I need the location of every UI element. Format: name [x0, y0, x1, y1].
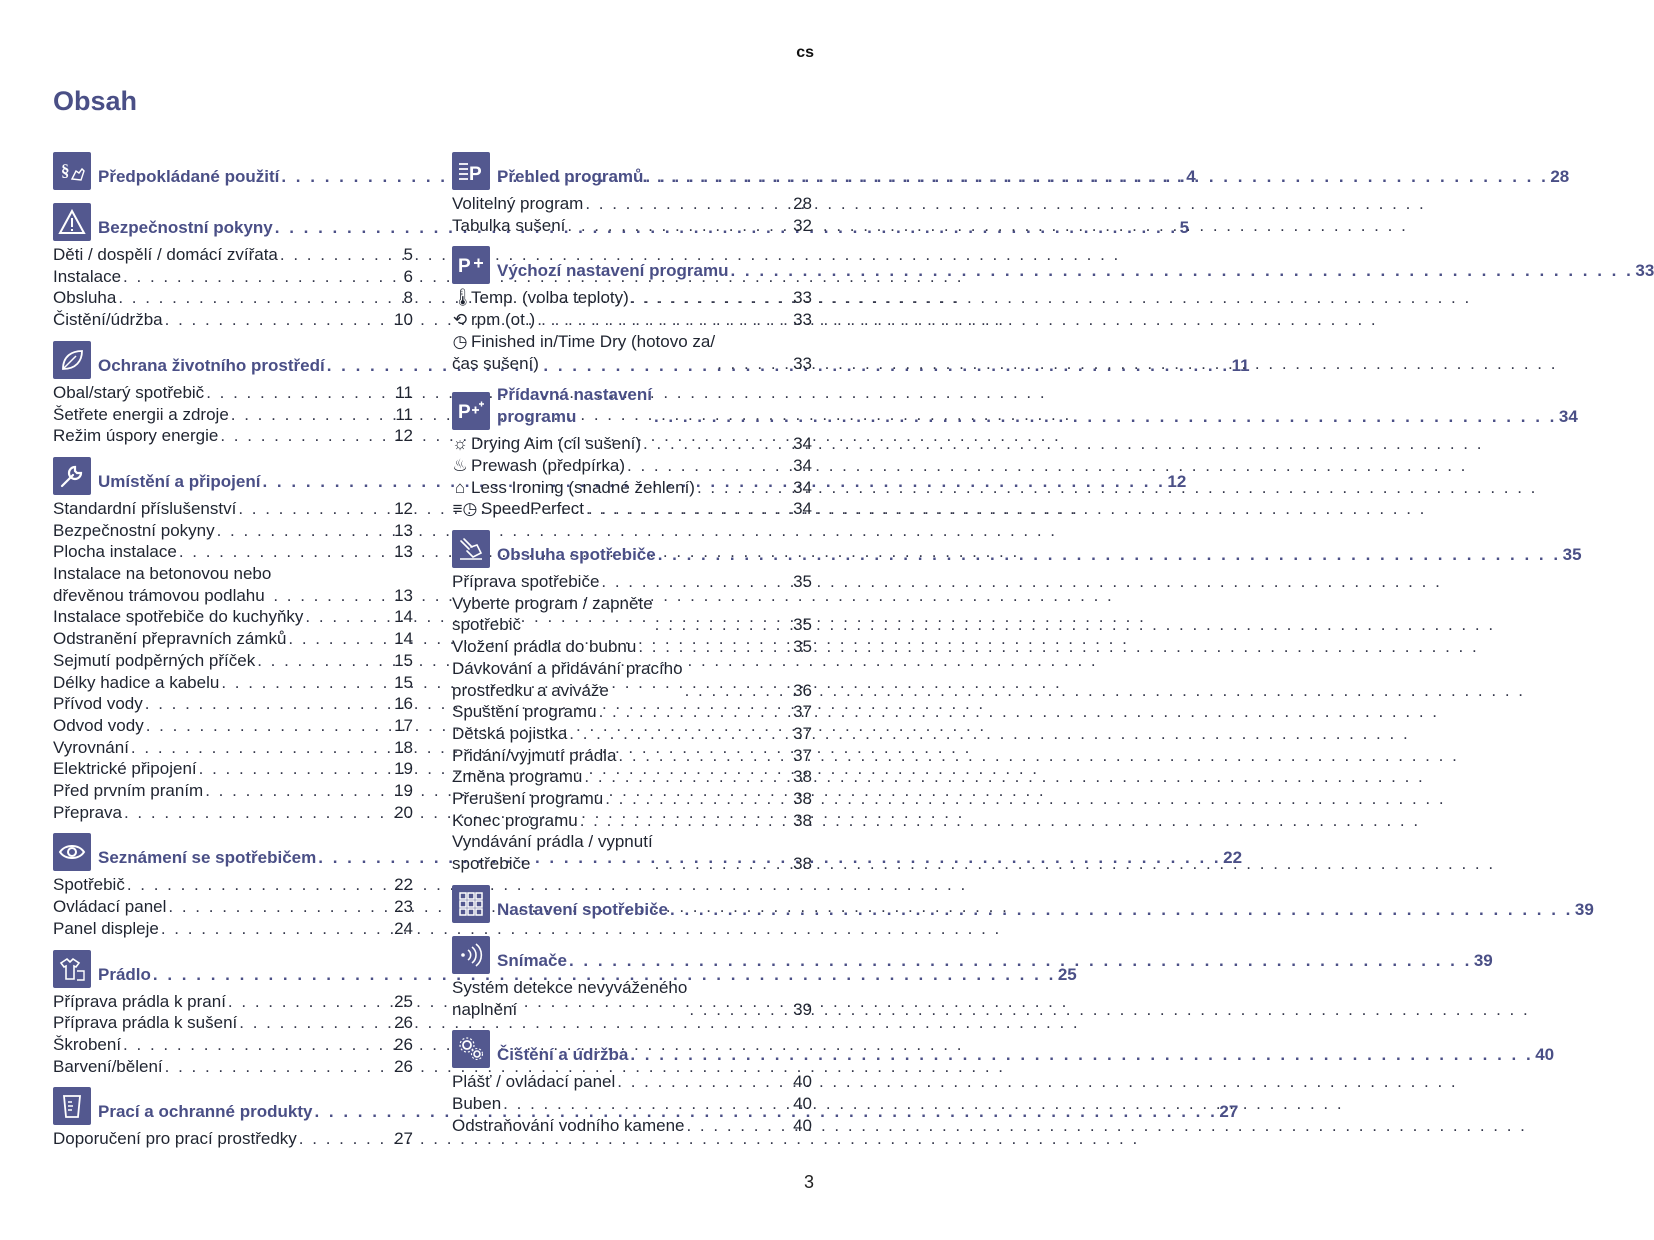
toc-entry[interactable] [53, 498, 413, 520]
entry-page: 16 [394, 694, 413, 714]
toc-entry[interactable] [53, 404, 413, 426]
entry-title: Plocha instalace [53, 542, 177, 562]
entry-page: 13 [394, 542, 413, 562]
toc-section-cleaning[interactable] [452, 1030, 1555, 1068]
toc-entry[interactable] [53, 382, 413, 404]
program-plus-plus-icon [452, 392, 490, 430]
entry-page: 35 [793, 615, 812, 635]
entry-page: 37 [793, 745, 812, 765]
toc-entry[interactable] [53, 541, 413, 563]
toc-entry[interactable] [452, 215, 812, 237]
entry-title: Spotřebič [53, 875, 125, 895]
section-title: Nastavení spotřebiče [497, 899, 669, 919]
wrench-icon [53, 457, 91, 495]
toc-entry[interactable] [53, 672, 413, 694]
toc-entry[interactable] [53, 309, 413, 331]
section-page: 22 [1223, 848, 1243, 868]
section-title-line1: Přídavná nastavení [497, 385, 652, 405]
entry-page: 35 [793, 572, 812, 592]
section-title: Přehled programů [497, 167, 644, 186]
entry-title: Doporučení pro prací prostředky [53, 1129, 297, 1149]
entry-title: Příprava prádla k praní [53, 991, 226, 1011]
section-title: Předpokládané použití [98, 167, 280, 186]
entry-title: rpm (ot.) [471, 310, 536, 330]
entry-page: 20 [394, 802, 413, 822]
section-page: 4 [1186, 167, 1196, 186]
entry-title: Přidání/vyjmutí prádla [452, 745, 617, 765]
entry-page: 11 [395, 404, 413, 424]
entry-title: Přeprava [53, 802, 122, 822]
hand-pressing-icon [452, 530, 490, 568]
entry-page: 10 [394, 310, 413, 330]
entry-title: Obal/starý spotřebič [53, 382, 205, 402]
entry-page: 40 [793, 1072, 812, 1092]
toc-entry[interactable] [452, 745, 812, 767]
toc-entry[interactable] [53, 266, 413, 288]
entry-title-line1: Vyberte program / zapněte [452, 593, 653, 613]
toc-section-default-settings[interactable] [452, 246, 1654, 284]
svg-text:P: P [458, 256, 471, 278]
entry-page: 40 [793, 1115, 812, 1135]
toc-entry[interactable] [53, 874, 413, 896]
entry-page: 26 [394, 1056, 413, 1076]
thermometer-icon: 🌡 [452, 288, 474, 308]
entry-page: 34 [793, 477, 812, 497]
toc-entry[interactable] [452, 831, 812, 874]
section-page: 12 [1167, 471, 1187, 491]
toc-entry[interactable] [53, 802, 413, 824]
entry-title: Děti / dospělí / domácí zvířata [53, 245, 278, 264]
laundry-shirt-icon [53, 950, 91, 988]
speed-clock-icon: ≡◷ [452, 499, 478, 519]
entry-title: Buben [452, 1093, 502, 1113]
toc-entry[interactable] [452, 977, 812, 1020]
entry-page: 28 [793, 194, 812, 213]
entry-title-line2: dřevěnou trámovou podlahu [53, 585, 265, 605]
section-page: 39 [1574, 899, 1594, 919]
iron-icon: ⌂ [454, 477, 466, 497]
entry-page: 14 [394, 629, 413, 649]
toc-entry[interactable] [452, 498, 812, 520]
entry-page: 36 [793, 680, 812, 700]
entry-title: Odvod vody [53, 715, 144, 735]
entry-title-line2: spotřebič [452, 615, 521, 635]
section-page: 34 [1558, 407, 1578, 427]
section-page: 27 [1219, 1102, 1239, 1122]
toc-entry[interactable] [53, 715, 413, 737]
toc-entry[interactable] [452, 287, 812, 309]
entry-page: 5 [403, 245, 413, 264]
svg-text:P: P [469, 164, 482, 185]
entry-title: Drying Aim (cíl sušení) [471, 434, 642, 454]
svg-text:§: § [61, 161, 70, 180]
toc-entry[interactable] [452, 593, 812, 636]
spin-icon: ⟲ [452, 310, 468, 330]
entry-title: Prewash (předpírka) [471, 455, 626, 475]
entry-title: Konec programu [452, 810, 578, 830]
entry-title: Čistění/údržba [53, 310, 163, 330]
svg-text:P: P [458, 402, 471, 424]
entry-title-line1: Instalace na betonovou nebo [53, 564, 272, 584]
section-page: 11 [1231, 355, 1250, 375]
section-page: 39 [1473, 950, 1493, 970]
section-title: Prádlo [98, 964, 151, 984]
sun-icon: ☼ [452, 434, 468, 454]
toc-entry[interactable] [452, 1115, 812, 1137]
entry-title: Škrobení [53, 1034, 122, 1054]
entry-page: 32 [793, 215, 812, 235]
entry-page: 33 [793, 310, 812, 330]
entry-title: Příprava prádla k sušení [53, 1013, 238, 1033]
entry-title: Vyrovnání [53, 737, 129, 757]
entry-title: Dětská pojistka [452, 723, 568, 743]
entry-title: Volitelný program [452, 194, 584, 213]
toc-entry[interactable] [452, 1093, 812, 1115]
entry-title-line2: spotřebiče [452, 854, 531, 874]
entry-title-line1: Finished in/Time Dry (hotovo za/ [471, 331, 716, 351]
toc-entry[interactable] [452, 433, 812, 455]
toc-entry[interactable] [452, 658, 812, 701]
toc-entry[interactable] [53, 1012, 413, 1034]
entry-title: Tabulka sušení [452, 215, 566, 235]
entry-title: Délky hadice a kabelu [53, 672, 220, 692]
entry-title: Bezpečnostní pokyny [53, 520, 215, 540]
gears-sparkle-icon [452, 1030, 490, 1068]
clock-icon: ◷ [452, 331, 468, 351]
entry-page: 13 [394, 585, 413, 605]
entry-title: Odstranění přepravních zámků [53, 629, 287, 649]
page-number: 3 [803, 1172, 814, 1192]
toc-entry[interactable] [452, 701, 812, 723]
toc-entry[interactable] [53, 425, 413, 447]
entry-page: 19 [394, 781, 413, 801]
entry-page: 38 [793, 767, 812, 787]
entry-title: Režim úspory energie [53, 426, 219, 446]
entry-title: Ovládací panel [53, 897, 167, 917]
program-list-icon [452, 152, 490, 190]
entry-page: 14 [394, 607, 413, 627]
entry-title: Barvení/bělení [53, 1056, 163, 1076]
entry-page: 34 [793, 455, 812, 475]
toc-entry[interactable] [452, 455, 812, 477]
entry-page: 34 [793, 434, 812, 454]
section-title: Výchozí nastavení programu [497, 261, 729, 281]
entry-page: 39 [793, 999, 812, 1019]
entry-page: 15 [394, 650, 413, 670]
entry-page: 19 [394, 759, 413, 779]
entry-page: 26 [394, 1034, 413, 1054]
entry-title: Elektrické připojení [53, 759, 197, 779]
entry-title: Obsluha [53, 288, 117, 308]
entry-page: 24 [394, 918, 413, 938]
toc-entry[interactable] [452, 331, 812, 374]
section-title: Umístění a připojení [98, 471, 261, 491]
toc-entry[interactable] [452, 788, 812, 810]
entry-title: Před prvním praním [53, 781, 204, 801]
toc-entry[interactable] [452, 810, 812, 832]
toc-section-program-overview[interactable] [452, 152, 1570, 190]
section-page: 33 [1635, 261, 1654, 281]
toc-entry[interactable] [452, 477, 812, 499]
entry-page: 34 [793, 499, 812, 519]
entry-title: Instalace spotřebiče do kuchyňky [53, 607, 304, 627]
entry-page: 25 [394, 991, 413, 1011]
entry-title-line1: Dávkování a přidávání pracího [452, 658, 683, 678]
warning-triangle-icon [53, 203, 91, 241]
toc-entry[interactable] [53, 896, 413, 918]
entry-page: 8 [403, 288, 413, 308]
entry-title-line2: čas sušení) [452, 353, 539, 373]
entry-title: Temp. (volba teploty) [471, 288, 629, 308]
toc-entry[interactable] [53, 287, 413, 309]
entry-title: Panel displeje [53, 918, 159, 938]
section-page: 35 [1562, 545, 1582, 565]
section-page: 25 [1057, 964, 1077, 984]
entry-title: Přerušení programu [452, 789, 604, 809]
section-page: 5 [1179, 218, 1190, 237]
entry-page: 38 [793, 810, 812, 830]
section-title: Bezpečnostní pokyny [98, 218, 273, 237]
entry-page: 23 [394, 897, 413, 917]
toc-entry[interactable] [452, 193, 812, 215]
entry-title: Šetřete energii a zdroje [53, 404, 229, 424]
detergent-cup-icon [53, 1087, 91, 1125]
toc-entry[interactable] [53, 918, 413, 940]
entry-title: Vložení prádla do bubnu [452, 637, 637, 657]
toc-section-operation[interactable] [452, 530, 1582, 568]
section-page: 40 [1535, 1045, 1555, 1065]
section-title: Prací a ochranné produkty [98, 1102, 313, 1122]
entry-page: 12 [394, 498, 413, 518]
toc-entry[interactable] [452, 636, 812, 658]
entry-title: Spuštění programu [452, 702, 597, 722]
toc-entry[interactable] [53, 244, 413, 266]
toc-entry[interactable] [452, 723, 812, 745]
eye-icon [53, 833, 91, 871]
entry-page: 35 [793, 637, 812, 657]
entry-title: Standardní příslušenství [53, 498, 237, 518]
entry-title-line2: prostředku a aviváže [452, 680, 609, 700]
toc-entry[interactable] [452, 309, 812, 331]
toc-entry[interactable] [53, 628, 413, 650]
entry-page: 22 [394, 875, 413, 895]
entry-title: Sejmutí podpěrných příček [53, 650, 256, 670]
toc-section-additional-settings[interactable] [452, 384, 1578, 430]
section-title-line2: programu [497, 407, 577, 427]
entry-page: 15 [394, 672, 413, 692]
toc-entry[interactable] [53, 780, 413, 802]
entry-title-line1: Vyndávání prádla / vypnutí [452, 832, 653, 852]
paragraph-hand-icon [53, 152, 91, 190]
entry-page: 33 [793, 353, 812, 373]
toc-entry[interactable] [53, 563, 413, 606]
toc-entry[interactable] [53, 693, 413, 715]
entry-title: Změna programu [452, 767, 583, 787]
toc-entry[interactable] [53, 1056, 413, 1078]
toc-entry[interactable] [53, 991, 413, 1013]
entry-page: 18 [394, 737, 413, 757]
entry-title: Instalace [53, 266, 122, 286]
section-title: Snímače [497, 950, 567, 970]
entry-page: 6 [403, 266, 413, 286]
section-title: Ochrana životního prostředí [98, 355, 325, 375]
toc-entry[interactable] [53, 1034, 413, 1056]
section-title: Čištění a údržba [497, 1045, 629, 1065]
page-title: Obsah [53, 86, 138, 116]
prewash-hand-icon: ♨ [452, 455, 468, 475]
entry-page: 33 [793, 288, 812, 308]
toc-entry[interactable] [53, 650, 413, 672]
entry-title: Plášť / ovládací panel [452, 1072, 616, 1092]
entry-page: 37 [793, 702, 812, 722]
section-title: Obsluha spotřebiče [497, 545, 656, 565]
entry-title: SpeedPerfect [481, 499, 585, 519]
entry-page: 12 [394, 426, 413, 446]
entry-title: Less Ironing (snadné žehlení) [471, 477, 695, 497]
entry-page: 13 [394, 520, 413, 540]
toc-entry[interactable] [452, 1071, 812, 1093]
entry-page: 40 [793, 1093, 812, 1113]
leaf-icon [53, 341, 91, 379]
toc-entry[interactable] [53, 737, 413, 759]
entry-title: Přívod vody [53, 694, 143, 714]
entry-page: 38 [793, 789, 812, 809]
entry-title: Odstraňování vodního kamene [452, 1115, 685, 1135]
entry-page: 37 [793, 723, 812, 743]
toc-section-appliance-settings[interactable] [452, 885, 1594, 923]
program-plus-icon [452, 246, 490, 284]
toc-entry[interactable] [452, 766, 812, 788]
entry-page: 38 [793, 854, 812, 874]
entry-page: 26 [394, 1013, 413, 1033]
entry-title-line2: naplnění [452, 999, 518, 1019]
section-page: 28 [1550, 167, 1570, 186]
toc-entry[interactable] [452, 571, 812, 593]
section-title: Seznámení se spotřebičem [98, 848, 317, 868]
entry-page: 17 [394, 715, 413, 735]
toc-entry[interactable] [53, 606, 413, 628]
sensor-waves-icon [452, 936, 490, 974]
toc-entry[interactable] [53, 758, 413, 780]
entry-title-line1: Systém detekce nevyváženého [452, 977, 688, 997]
entry-title: Příprava spotřebiče [452, 572, 600, 592]
entry-page: 27 [394, 1129, 413, 1149]
entry-page: 11 [395, 382, 413, 402]
toc-entry[interactable] [53, 1128, 413, 1150]
toc-entry[interactable] [53, 520, 413, 542]
grid-settings-icon [452, 885, 490, 923]
language-code: cs [796, 44, 814, 61]
